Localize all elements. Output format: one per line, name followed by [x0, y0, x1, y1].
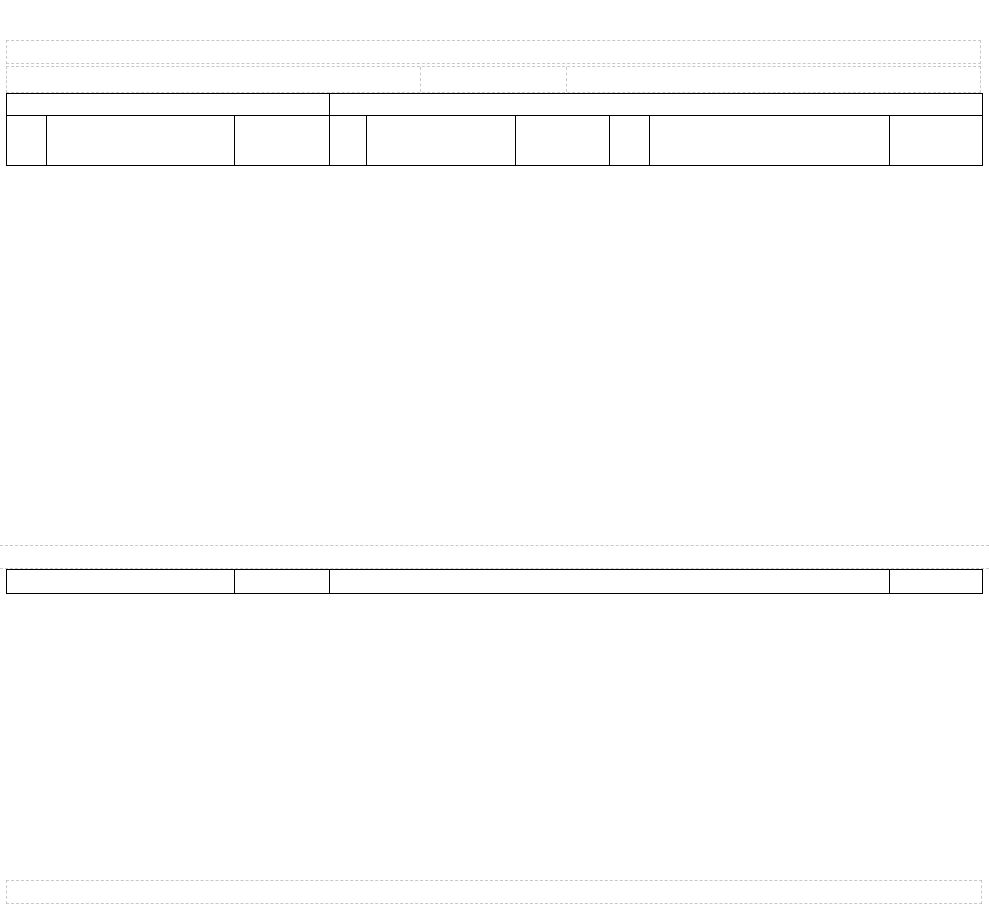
header-amount	[890, 116, 983, 166]
expense-table-part-1	[6, 93, 983, 166]
personnel-total-value	[235, 570, 330, 594]
page-break	[0, 545, 989, 569]
public-total-value	[890, 570, 983, 594]
header-name	[47, 116, 235, 166]
public-total-label	[330, 570, 890, 594]
footnote	[6, 880, 982, 904]
header-name	[650, 116, 890, 166]
form-code-bar	[6, 40, 981, 64]
header-code	[610, 116, 650, 166]
header-name	[367, 116, 516, 166]
header-code	[330, 116, 367, 166]
personnel-total-label	[7, 570, 235, 594]
expense-table-part-2	[6, 569, 983, 594]
header-code	[7, 116, 47, 166]
info-divider	[420, 67, 421, 92]
info-divider	[566, 67, 567, 92]
report-title	[0, 2, 989, 34]
public-group-header	[330, 94, 983, 116]
header-amount	[516, 116, 610, 166]
info-bar	[6, 66, 981, 93]
header-amount	[235, 116, 330, 166]
personnel-group-header	[7, 94, 330, 116]
